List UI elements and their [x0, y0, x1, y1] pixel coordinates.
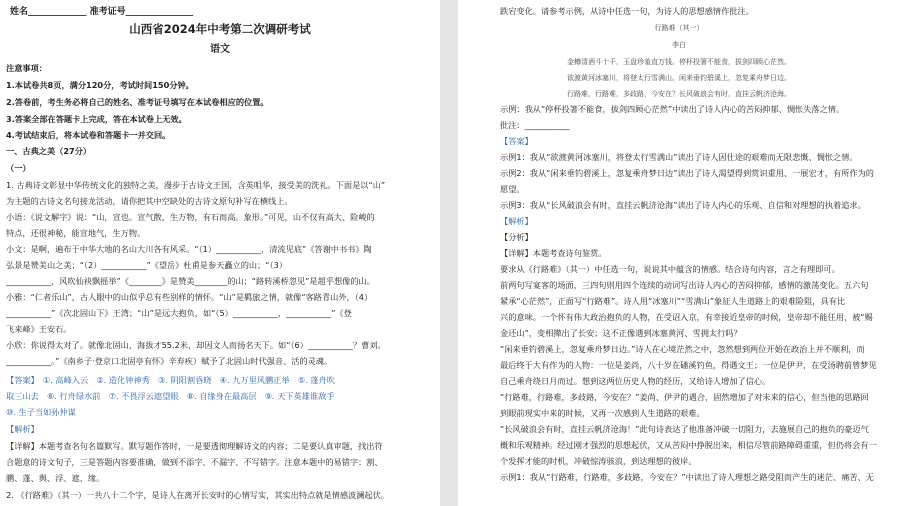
question-text: 1. 古典诗文彰显中华传统文化的独特之美，漫步于古诗文王国，含英咀华，接受美的洗礼。下面是以“山”	[6, 180, 386, 190]
answer-label: 【答案】	[500, 136, 533, 146]
exam-title: 山西省2024年中考第二次调研考试	[129, 22, 311, 36]
explanation-text: 兴的意味。一个怀有伟大政治抱负的人物，在受诏入京，有幸接近皇帝的时候，皇帝却不能任用，被“赐	[500, 312, 873, 322]
explanation-text: 合题意的诗文句子，三是答题内容要准确，做到不添字、不漏字、不写错字。注意本题中的易错字：割、	[6, 457, 383, 467]
page-gutter	[440, 0, 458, 506]
explanation-text: 概和乐观精神。经过刚才强烈的思想起伏，又从苦闷中挣脱出来，相信尽管前路障碍重重，但仍将会有一	[500, 440, 877, 450]
question-text: 为主题的古诗文名句接龙活动，请你把其中空缺处的古诗文原句补写在横线上。	[6, 196, 293, 206]
explanation-text: 个发挥才能的时机，冲破惊涛骇浪，到达理想的彼岸。	[500, 456, 697, 466]
explanation-text: 【详解】本题考查名句名篇默写。默写题作答时，一是要透彻理解诗文的内容；二是要认真审题，找出符	[6, 441, 383, 451]
notice-item: 2.答卷前，考生务必将自己的姓名、准考证号填写在本试卷相应的位置。	[6, 97, 269, 107]
question-text: 跌宕变化。请参考示例，从诗中任选一句，为诗人的思想感情作批注。	[500, 6, 754, 16]
explanation-text: 最后终于大有作为的人物：一位是姜尚，八十岁在磻溪钓鱼，得遇文王；一位是伊尹，在受汤聘前曾梦见	[500, 360, 877, 370]
question-text: 小语：《说文解字》说：“山，宣也。宣气散，生万物，有石而高。象形。”可见，山不仅有高大、险峻的	[6, 212, 375, 222]
question-text: 小文：是啊，遍布于中华大地的名山大川各有风采。“（1）___________，清流见底”《答谢中书书》陶	[6, 244, 372, 254]
document-page-right	[458, 0, 900, 506]
answer-example: 示例1：我从“欲渡黄河冰塞川，将登太行雪满山”读出了诗人因仕途的艰难而无限悲慨、惆怅之情。	[500, 152, 858, 162]
explanation-text: 示例1：我从“行路难，行路难，多歧路，今安在？”中读出了诗人理想之路受阻而产生的迷茫、痛苦、无	[500, 472, 874, 482]
question-text: ___________。”《南乡子·登京口北固亭有怀》辛弃疾）赋予了北固山时代强音、活的灵魂。	[6, 356, 333, 366]
section-heading: 一、古典之美（27分）	[6, 146, 92, 156]
notice-item: 4.考试结束后，将本试卷和答题卡一并交回。	[6, 130, 171, 140]
answer-line: ⑩. 生子当如孙仲谋	[6, 407, 76, 417]
part-heading: （一）	[6, 163, 31, 173]
answer-example: 示例2：我从“闲来垂钓碧溪上，忽复乘舟梦日边”读出了诗人渴望得到赏识重用、一展宏才，有所作为的	[500, 168, 874, 178]
poem-line: 金樽清酒斗十千，玉盘珍羞直万钱。停杯投箸不能食，拔剑四顾心茫然。	[567, 58, 791, 66]
poem-author: 李白	[672, 41, 686, 49]
poem-title: 行路难（其一）	[654, 24, 704, 32]
explanation-text: “闲来垂钓碧溪上，忽复乘舟梦日边。”诗人在心境茫然之中，忽然想到两位开始在政治上并不顺利，而	[500, 344, 865, 354]
candidate-info-header: 姓名_____________ 准考证号_______________	[10, 7, 194, 17]
question-text: 特点，还很神秘，能宣地气，生万物。	[6, 228, 146, 238]
question-text: 2. 《行路难》（其一）一共八十二个字，是诗人在离开长安时的心情写实，其实出特点就是情感波澜起伏。	[6, 490, 389, 500]
question-text: ___________”《次北固山下》王湾；“山”是远大抱负，如“（5）___________，___________”《登	[6, 308, 352, 318]
poem-line: 欲渡黄河冰塞川，将登太行雪满山。闲来垂钓碧溪上，忽复乘舟梦日边。	[567, 74, 791, 82]
explanation-text: 金还山”，变相撵出了长安；这不正像遇到冰塞黄河、雪拥太行吗？	[500, 328, 742, 338]
answer-line: 取三山去 ⑥. 行舟绿水前 ⑦. 不畏浮云遮望眼 ⑧. 自缘身在最高层 ⑨. 天下英雄谁敌手	[6, 391, 335, 401]
document-page-left	[0, 0, 440, 506]
explanation-text: 到眼前现实中来的时候，又再一次感到人生道路的艰难。	[500, 408, 705, 418]
notice-item: 1.本试卷共8页，满分120分，考试时间150分钟。	[6, 80, 194, 90]
explanation-text: “行路难，行路难，多歧路，今安在？”姜尚、伊尹的遇合，固然增加了对未来的信心，但当他的思路回	[500, 392, 869, 402]
answer-example: 愿望。	[500, 184, 525, 194]
explanation-text: 【详解】本题考查诗句鉴赏。	[500, 248, 607, 258]
explanation-text: “长风破浪会有时，直挂云帆济沧海！”此句诗表达了他准备冲破一切阻力，去施展自己的抱负的豪迈气	[500, 424, 869, 434]
annotation-blank: 批注：___________	[500, 120, 570, 130]
notice-item: 3.答案全部在答题卡上完成，答在本试卷上无效。	[6, 114, 187, 124]
question-text: 小雅：“仁者乐山”，古人眼中的山似乎总有些别样的情怀。“山”是羁旅之情，就像“客路青山外，（4）	[6, 292, 373, 302]
question-text: 飞来峰》王安石。	[6, 324, 72, 334]
analysis-label: 【解析】	[6, 424, 39, 434]
answer-example: 示例3：我从“长风破浪会有时，直挂云帆济沧海”读出了诗人内心的乐观、自信和对理想的执着追求。	[500, 200, 866, 210]
analysis-sub-label: 【分析】	[500, 232, 533, 242]
subject-title: 语文	[210, 44, 230, 55]
example-text: 示例：我从“停杯投箸不能食，拔剑四顾心茫然”中读出了诗人内心的苦闷抑郁、惆怅失落之情。	[500, 104, 845, 114]
explanation-text: 要求从《行路难》（其一）中任选一句，说说其中蕴含的情感。结合诗句内容，言之有理即可。	[500, 264, 840, 274]
poem-line: 行路难，行路难，多歧路，今安在？长风破浪会有时，直挂云帆济沧海。	[567, 90, 791, 98]
explanation-text: 前两句写宴客的场面，三四句则用四个连续的动词写出诗人内心的苦闷抑郁，感情的激荡变化。五六句	[500, 280, 869, 290]
question-text: 弘景是赞美山之美；“（2）___________”《望岳》杜甫是参天矗立的山；“（3）	[6, 260, 288, 270]
notice-heading: 注意事项：	[6, 63, 47, 73]
explanation-text: 自己乘舟绕日月而过。想到这两位历史人物的经历，又给诗人增加了信心。	[500, 376, 771, 386]
answer-line: 【答案】 ①. 高峰入云 ②. 造化钟神秀 ③. 阴阳割昏晓 ④. 九万里风鹏正举 ⑤. 蓬舟吹	[6, 375, 335, 385]
question-text: ___________，风吹仙袂飘摇举”《________》是赞美________的山；“路转溪桥忽见”是超乎想像的山。	[6, 276, 375, 286]
question-text: 小欣：你说得太对了。就像北固山，海拔才55.2米，却因文人而扬名天下。如“（6）___________？曹刘。	[6, 340, 386, 350]
analysis-label: 【解析】	[500, 216, 533, 226]
explanation-text: 紧承“心茫然”，正面写“行路难”。诗人用“冰塞川”“雪满山”象征人生道路上的艰难险阻，具有比	[500, 296, 846, 306]
explanation-text: 鹏、蓬、舆、浮、遮、缘。	[6, 473, 105, 483]
